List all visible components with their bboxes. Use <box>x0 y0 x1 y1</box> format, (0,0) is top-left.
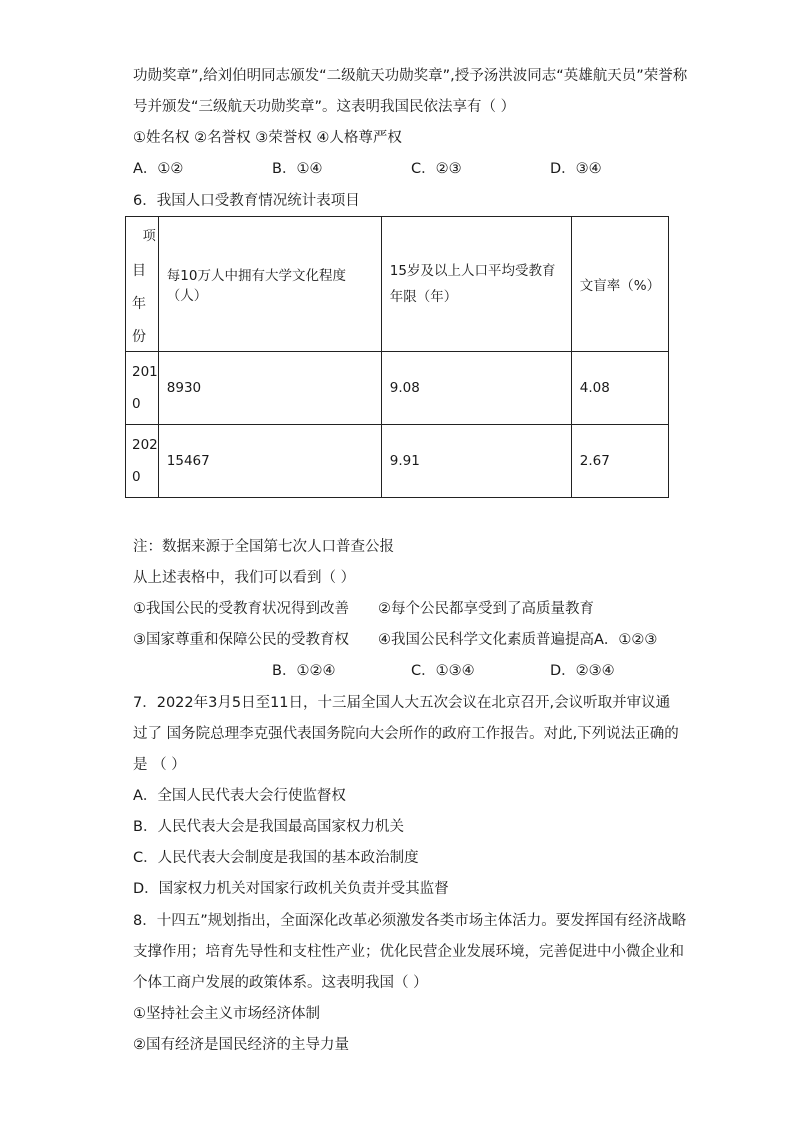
header-item-char: 目 <box>132 263 146 279</box>
year-part: 202 <box>132 437 158 453</box>
year-part: 201 <box>132 364 158 380</box>
table-row <box>126 352 669 425</box>
year-header-cell <box>126 217 159 352</box>
q7-line-2: 过了 国务院总理李克强代表国务院向大会所作的政府工作报告。对此,下列说法正确的 <box>133 726 679 742</box>
q6-option-d: D．②③④ <box>550 663 615 679</box>
header-fragment: 项 <box>142 229 156 244</box>
q6-stem: 6．我国人口受教育情况统计表项目 <box>133 193 360 209</box>
q8-line-2: 支撑作用；培育先导性和支柱性产业；优化民营企业发展环境，完善促进中小微企业和 <box>133 944 684 960</box>
year-part: 0 <box>132 469 141 485</box>
q7-option-b: B．人民代表大会是我国最高国家权力机关 <box>133 819 404 835</box>
col-header-illiteracy: 文盲率（%） <box>571 217 668 352</box>
q6-note: 注：数据来源于全国第七次人口普查公报 <box>133 539 394 555</box>
q5-option-a: A．①② <box>133 161 184 177</box>
cell-illiteracy: 4.08 <box>571 352 668 425</box>
q6-items-row-1 <box>133 599 594 619</box>
year-cell <box>126 425 159 498</box>
q6-options <box>272 661 615 681</box>
q8-line-1: 8．十四五”规划指出，全面深化改革必须激发各类市场主体活力。要发挥国有经济战略 <box>133 913 687 929</box>
q5-items: ①姓名权 ②名誉权 ③荣誉权 ④人格尊严权 <box>133 130 402 146</box>
q6-option-a: A．①②③ <box>594 632 658 648</box>
q6-option-c: C．①③④ <box>411 663 475 679</box>
col-header-schooling-years: 15岁及以上人口平均受教育年限（年） <box>381 217 571 352</box>
q8-line-3: 个体工商户发展的政策体系。这表明我国（ ） <box>133 975 428 991</box>
q6-item-2: ②每个公民都享受到了高质量教育 <box>378 601 594 617</box>
q5-option-b: B．①④ <box>272 161 323 177</box>
q5-text-line-1: 功勋奖章”,给刘伯明同志颁发“二级航天功勋奖章”,授予汤洪波同志“英雄航天员”荣誉称 <box>133 68 688 84</box>
q6-item-3: ③国家尊重和保障公民的受教育权 <box>133 632 349 648</box>
q6-items-row-2 <box>133 630 657 650</box>
q8-item-1: ①坚持社会主义市场经济体制 <box>133 1006 320 1022</box>
q6-question: 从上述表格中，我们可以看到（ ） <box>133 570 356 586</box>
cell-schooling-years: 9.91 <box>381 425 571 498</box>
q7-line-1: 7．2022年3月5日至11日，十三届全国人大五次会议在北京召开,会议听取并审议通 <box>133 695 671 711</box>
cell-schooling-years: 9.08 <box>381 352 571 425</box>
q5-option-c: C．②③ <box>411 161 462 177</box>
q5-option-d: D．③④ <box>550 161 602 177</box>
q5-text-line-2: 号并颁发“三级航天功勋奖章”。这表明我国民依法享有（ ） <box>133 99 516 115</box>
year-part: 0 <box>132 396 141 412</box>
q7-option-d: D．国家权力机关对国家行政机关负责并受其监督 <box>133 881 449 897</box>
q7-option-c: C．人民代表大会制度是我国的基本政治制度 <box>133 850 419 866</box>
cell-university: 8930 <box>158 352 381 425</box>
q7-line-3: 是 （ ） <box>133 757 186 773</box>
education-stats-table <box>125 216 669 498</box>
q6-option-b: B．①②④ <box>272 663 336 679</box>
q6-item-4: ④我国公民科学文化素质普遍提高 <box>378 632 594 648</box>
cell-university: 15467 <box>158 425 381 498</box>
header-year-char: 年 <box>132 296 146 312</box>
header-fen-char: 份 <box>132 329 146 345</box>
table-row <box>126 425 669 498</box>
q6-item-1: ①我国公民的受教育状况得到改善 <box>133 601 349 617</box>
table-header-row <box>126 217 669 352</box>
q8-item-2: ②国有经济是国民经济的主导力量 <box>133 1037 349 1053</box>
cell-illiteracy: 2.67 <box>571 425 668 498</box>
year-cell <box>126 352 159 425</box>
q5-options <box>133 159 602 179</box>
col-header-university: 每10万人中拥有大学文化程度（人） <box>158 217 381 352</box>
q7-option-a: A．全国人民代表大会行使监督权 <box>133 788 346 804</box>
